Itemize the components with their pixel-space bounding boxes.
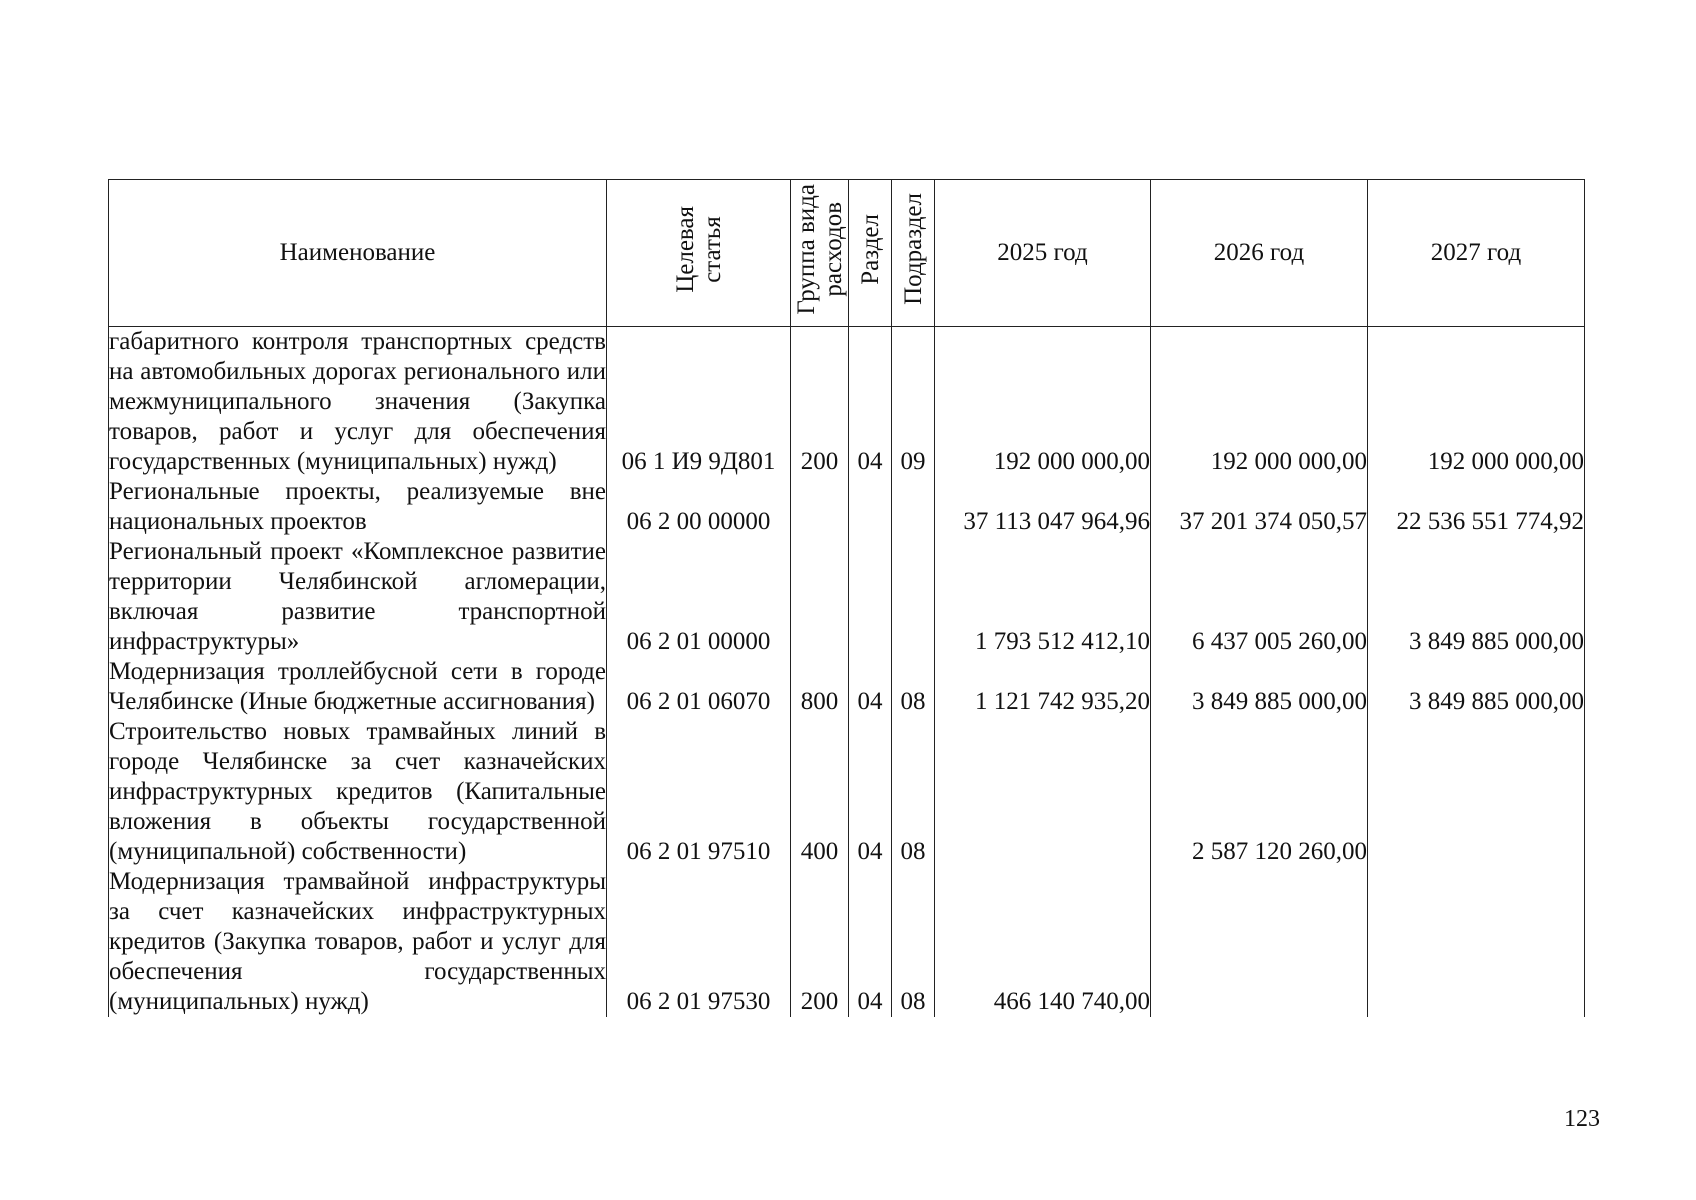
row-amount-2025: 1 793 512 412,10: [935, 537, 1151, 657]
row-expense-group: 400: [791, 717, 849, 867]
row-target-article: 06 2 01 06070: [607, 657, 791, 717]
row-name: Региональный проект «Комплексное развитие территории Челябинской агломерации, включая развитие транспортной инфраструктуры»: [109, 538, 606, 655]
header-expense-group: Группа вида расходов: [791, 180, 849, 327]
header-subsection: Подраздел: [892, 180, 935, 327]
header-name: Наименование: [109, 180, 607, 327]
row-section: [849, 537, 892, 657]
row-amount-2027: 22 536 551 774,92: [1368, 477, 1585, 537]
row-amount-2026: 6 437 005 260,00: [1151, 537, 1368, 657]
table-row: [109, 717, 1585, 867]
row-subsection: 09: [892, 327, 935, 478]
row-amount-2026: 3 849 885 000,00: [1151, 657, 1368, 717]
row-amount-2025: [935, 717, 1151, 867]
row-amount-2026: 37 201 374 050,57: [1151, 477, 1368, 537]
row-target-article: 06 2 01 00000: [607, 537, 791, 657]
row-amount-2026: [1151, 867, 1368, 1017]
row-target-article: 06 1 И9 9Д801: [607, 327, 791, 478]
page-number: 123: [1564, 1106, 1600, 1132]
row-subsection: 08: [892, 717, 935, 867]
header-row: [109, 180, 1585, 327]
row-subsection: 08: [892, 657, 935, 717]
row-expense-group: 800: [791, 657, 849, 717]
row-section: 04: [849, 327, 892, 478]
table-row: [109, 477, 1585, 537]
table-row: [109, 537, 1585, 657]
row-amount-2025: 37 113 047 964,96: [935, 477, 1151, 537]
header-target-article: Целевая статья: [607, 180, 791, 327]
row-amount-2027: [1368, 867, 1585, 1017]
row-amount-2025: 1 121 742 935,20: [935, 657, 1151, 717]
row-section: 04: [849, 657, 892, 717]
row-target-article: 06 2 00 00000: [607, 477, 791, 537]
row-subsection: [892, 477, 935, 537]
table-row: [109, 657, 1585, 717]
header-2025: 2025 год: [935, 180, 1151, 327]
row-target-article: 06 2 01 97510: [607, 717, 791, 867]
table-row: [109, 327, 1585, 478]
row-amount-2025: 466 140 740,00: [935, 867, 1151, 1017]
row-amount-2026: 192 000 000,00: [1151, 327, 1368, 478]
header-2027: 2027 год: [1368, 180, 1585, 327]
row-name: габаритного контроля транспортных средств на автомобильных дорогах регионального или межмуниципального значения (Закупка товаров, работ и услуг для обеспечения государственных (муниципальных) нужд): [109, 328, 606, 475]
budget-table: [108, 179, 1585, 1017]
row-amount-2026: 2 587 120 260,00: [1151, 717, 1368, 867]
table-row: [109, 867, 1585, 1017]
row-amount-2027: 3 849 885 000,00: [1368, 657, 1585, 717]
row-expense-group: 200: [791, 327, 849, 478]
row-section: [849, 477, 892, 537]
row-name: Модернизация трамвайной инфраструктуры за счет казначейских инфраструктурных кредитов (Закупка товаров, работ и услуг для обеспечения государственных (муниципальных) нужд): [109, 868, 606, 1015]
row-amount-2027: 192 000 000,00: [1368, 327, 1585, 478]
row-section: 04: [849, 717, 892, 867]
row-name: Модернизация троллейбусной сети в городе Челябинске (Иные бюджетные ассигнования): [109, 658, 606, 715]
row-section: 04: [849, 867, 892, 1017]
row-expense-group: [791, 477, 849, 537]
row-subsection: [892, 537, 935, 657]
row-amount-2027: [1368, 717, 1585, 867]
header-section: Раздел: [849, 180, 892, 327]
row-amount-2025: 192 000 000,00: [935, 327, 1151, 478]
row-expense-group: 200: [791, 867, 849, 1017]
row-target-article: 06 2 01 97530: [607, 867, 791, 1017]
row-name: Строительство новых трамвайных линий в городе Челябинске за счет казначейских инфраструктурных кредитов (Капитальные вложения в объекты государственной (муниципальной) собственности): [109, 718, 606, 865]
row-name: Региональные проекты, реализуемые вне национальных проектов: [109, 478, 606, 535]
row-expense-group: [791, 537, 849, 657]
row-amount-2027: 3 849 885 000,00: [1368, 537, 1585, 657]
row-subsection: 08: [892, 867, 935, 1017]
header-2026: 2026 год: [1151, 180, 1368, 327]
